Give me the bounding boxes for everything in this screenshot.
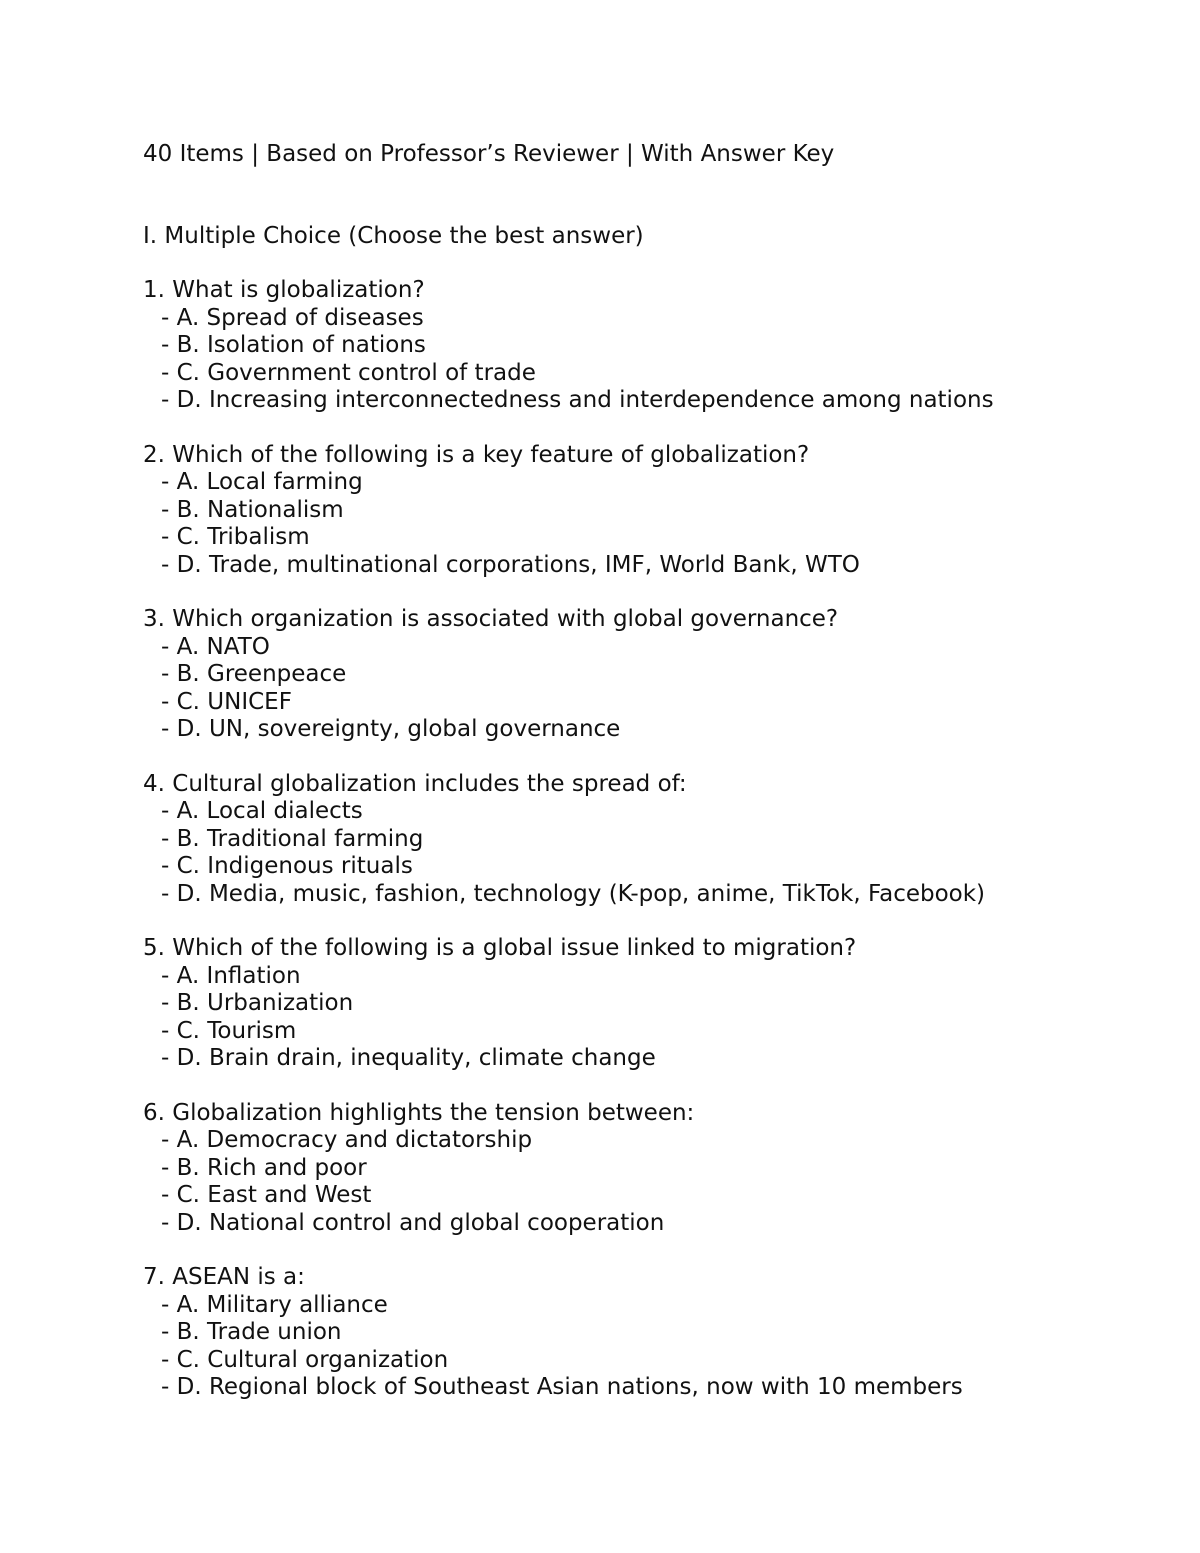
question-1 xyxy=(143,277,1143,415)
option-d: - D. UN, sovereignty, global governance xyxy=(161,716,621,742)
option-b: - B. Rich and poor xyxy=(161,1154,367,1181)
question-stem: 1. What is globalization? xyxy=(143,277,425,303)
question-4 xyxy=(143,771,1143,909)
option-a: - A. Local dialects xyxy=(161,798,363,824)
question-3 xyxy=(143,606,1143,744)
option-a: - A. Military alliance xyxy=(161,1291,388,1318)
option-c: - C. Tribalism xyxy=(161,524,310,550)
option-c: - C. Tourism xyxy=(161,1017,297,1044)
question-stem: 2. Which of the following is a key feature of globalization? xyxy=(143,441,810,468)
section-title: I. Multiple Choice (Choose the best answer) xyxy=(143,222,644,249)
question-stem: 6. Globalization highlights the tension between: xyxy=(143,1099,695,1126)
question-stem: 4. Cultural globalization includes the spread of: xyxy=(143,770,687,797)
question-2 xyxy=(143,442,1143,580)
option-a: - A. Inflation xyxy=(161,962,301,989)
option-b: - B. Isolation of nations xyxy=(161,332,426,358)
option-c: - C. Cultural organization xyxy=(161,1346,449,1373)
document-header: 40 Items | Based on Professor’s Reviewer | With Answer Key xyxy=(143,141,835,167)
option-d: - D. National control and global cooperation xyxy=(161,1209,665,1236)
option-a: - A. Democracy and dictatorship xyxy=(161,1127,533,1153)
question-5 xyxy=(143,935,1143,1073)
document-page xyxy=(143,141,1143,1402)
option-c: - C. East and West xyxy=(161,1182,372,1208)
option-d: - D. Trade, multinational corporations, IMF, World Bank, WTO xyxy=(161,551,860,578)
option-b: - B. Nationalism xyxy=(161,496,344,523)
question-6 xyxy=(143,1100,1143,1238)
option-c: - C. Government control of trade xyxy=(161,359,536,386)
option-d: - D. Regional block of Southeast Asian nations, now with 10 members xyxy=(161,1374,963,1400)
option-a: - A. Local farming xyxy=(161,469,363,495)
question-stem: 7. ASEAN is a: xyxy=(143,1264,305,1290)
option-b: - B. Greenpeace xyxy=(161,661,347,687)
question-stem: 3. Which organization is associated with global governance? xyxy=(143,606,839,632)
option-b: - B. Traditional farming xyxy=(161,825,424,852)
option-a: - A. Spread of diseases xyxy=(161,304,424,331)
option-b: - B. Trade union xyxy=(161,1319,342,1345)
option-d: - D. Brain drain, inequality, climate change xyxy=(161,1045,656,1071)
option-b: - B. Urbanization xyxy=(161,990,354,1016)
option-a: - A. NATO xyxy=(161,633,270,660)
question-stem: 5. Which of the following is a global issue linked to migration? xyxy=(143,935,857,961)
question-7 xyxy=(143,1264,1143,1402)
option-c: - C. UNICEF xyxy=(161,688,292,715)
option-d: - D. Increasing interconnectedness and interdependence among nations xyxy=(161,387,994,413)
option-d: - D. Media, music, fashion, technology (K-pop, anime, TikTok, Facebook) xyxy=(161,880,986,907)
option-c: - C. Indigenous rituals xyxy=(161,853,413,879)
